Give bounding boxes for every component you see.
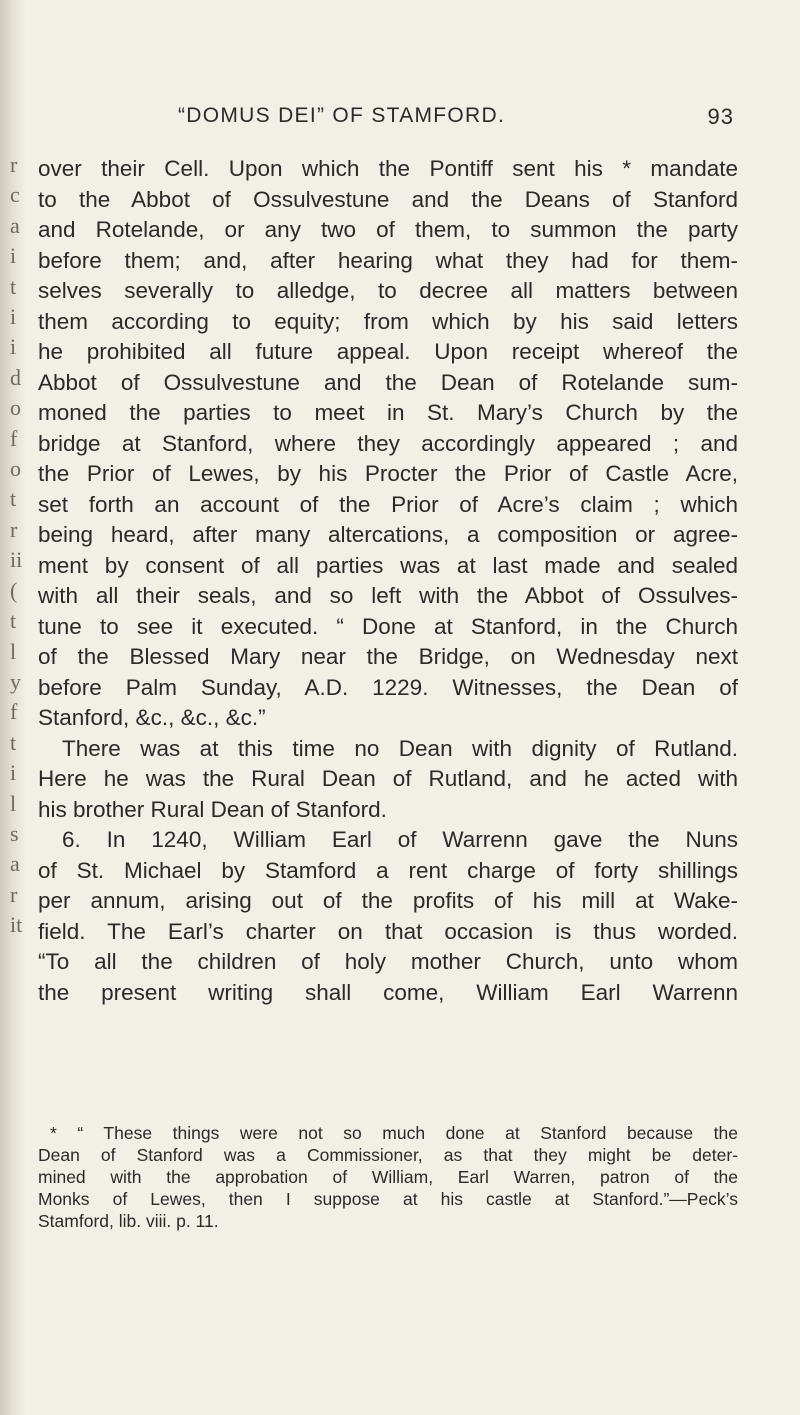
gutter-mark: o xyxy=(10,395,21,421)
body-line: being heard, after many altercations, a composition or agree- xyxy=(38,522,738,547)
gutter-mark: i xyxy=(10,304,17,330)
gutter-mark: a xyxy=(10,851,20,877)
body-line: “To all the children of holy mother Church, unto whom xyxy=(38,949,738,974)
gutter-mark: l xyxy=(10,638,17,664)
gutter-mark: t xyxy=(10,273,17,299)
body-line: of the Blessed Mary near the Bridge, on Wednesday next xyxy=(38,644,738,669)
gutter-mark: t xyxy=(10,608,17,634)
gutter-mark: r xyxy=(10,516,18,542)
body-line: he prohibited all future appeal. Upon receipt whereof the xyxy=(38,339,738,364)
gutter-mark: i xyxy=(10,760,17,786)
body-line: bridge at Stanford, where they accordingly appeared ; and xyxy=(38,430,738,456)
body-line: before Palm Sunday, A.D. 1229. Witnesses, the Dean of xyxy=(38,674,738,700)
gutter-mark: i xyxy=(10,334,17,360)
footnote-line: mined with the approbation of William, Earl Warren, patron of the xyxy=(38,1167,738,1187)
footnote xyxy=(38,1122,738,1232)
page-number: 93 xyxy=(707,104,734,129)
gutter-mark: t xyxy=(10,486,17,512)
gutter-mark: a xyxy=(10,212,20,238)
body-line: There was at this time no Dean with dignity of Rutland. xyxy=(62,735,738,761)
gutter-mark: ( xyxy=(10,577,18,603)
gutter-mark: s xyxy=(10,820,19,846)
body-line: the present writing shall come, William Earl Warrenn xyxy=(38,979,738,1005)
body-line: moned the parties to meet in St. Mary’s Church by the xyxy=(38,400,738,425)
body-line: Stanford, &c., &c., &c.” xyxy=(38,705,266,730)
gutter-mark: f xyxy=(10,699,18,725)
gutter-bleed-through xyxy=(10,150,24,941)
gutter-mark: ii xyxy=(10,547,23,573)
gutter-mark: r xyxy=(10,881,18,907)
body-line: set forth an account of the Prior of Acre’s claim ; which xyxy=(38,491,738,517)
body-line: 6. In 1240, William Earl of Warrenn gave the Nuns xyxy=(62,827,738,852)
body-line: his brother Rural Dean of Stanford. xyxy=(38,796,387,822)
gutter-mark: r xyxy=(10,152,18,177)
body-line: the Prior of Lewes, by his Procter the Prior of Castle Acre, xyxy=(38,461,738,486)
body-line: tune to see it executed. “ Done at Stanford, in the Church xyxy=(38,613,738,639)
body-line: field. The Earl’s charter on that occasion is thus worded. xyxy=(38,918,738,944)
body-line: ment by consent of all parties was at last made and sealed xyxy=(38,552,738,578)
footnote-line: * “ These things were not so much done at Stanford because the xyxy=(50,1123,738,1143)
body-line: before them; and, after hearing what they had for them- xyxy=(38,247,738,273)
gutter-mark: c xyxy=(10,182,20,208)
running-title: “DOMUS DEI” OF STAMFORD. xyxy=(178,104,506,127)
gutter-mark: f xyxy=(10,425,18,451)
body-line: Here he was the Rural Dean of Rutland, and he acted with xyxy=(38,766,738,791)
footnote-line: Dean of Stanford was a Commissioner, as that they might be deter- xyxy=(38,1145,738,1165)
body-line: per annum, arising out of the profits of his mill at Wake- xyxy=(38,888,738,913)
body-line: over their Cell. Upon which the Pontiff sent his * mandate xyxy=(38,156,738,181)
gutter-mark: i xyxy=(10,243,17,269)
body-line: to the Abbot of Ossulvestune and the Deans of Stanford xyxy=(38,186,738,212)
body-line: of St. Michael by Stamford a rent charge of forty shillings xyxy=(38,857,738,883)
body-line: selves severally to alledge, to decree all matters between xyxy=(38,278,738,303)
footnote-line: Stamford, lib. viii. p. 11. xyxy=(38,1211,219,1231)
gutter-mark: l xyxy=(10,790,17,816)
page-header xyxy=(178,92,734,132)
body-line: them according to equity; from which by his said letters xyxy=(38,308,738,334)
gutter-mark: o xyxy=(10,456,21,482)
body-line: and Rotelande, or any two of them, to summon the party xyxy=(38,217,738,242)
gutter-mark: d xyxy=(10,364,21,390)
gutter-mark: it xyxy=(10,912,23,938)
gutter-mark: t xyxy=(10,729,17,755)
body-line: Abbot of Ossulvestune and the Dean of Rotelande sum- xyxy=(38,369,738,395)
body-line: with all their seals, and so left with the Abbot of Ossulves- xyxy=(38,583,738,608)
footnote-line: Monks of Lewes, then I suppose at his castle at Stanford.”—Peck’s xyxy=(38,1189,738,1209)
body-text xyxy=(38,154,738,1008)
gutter-mark: y xyxy=(10,668,21,694)
